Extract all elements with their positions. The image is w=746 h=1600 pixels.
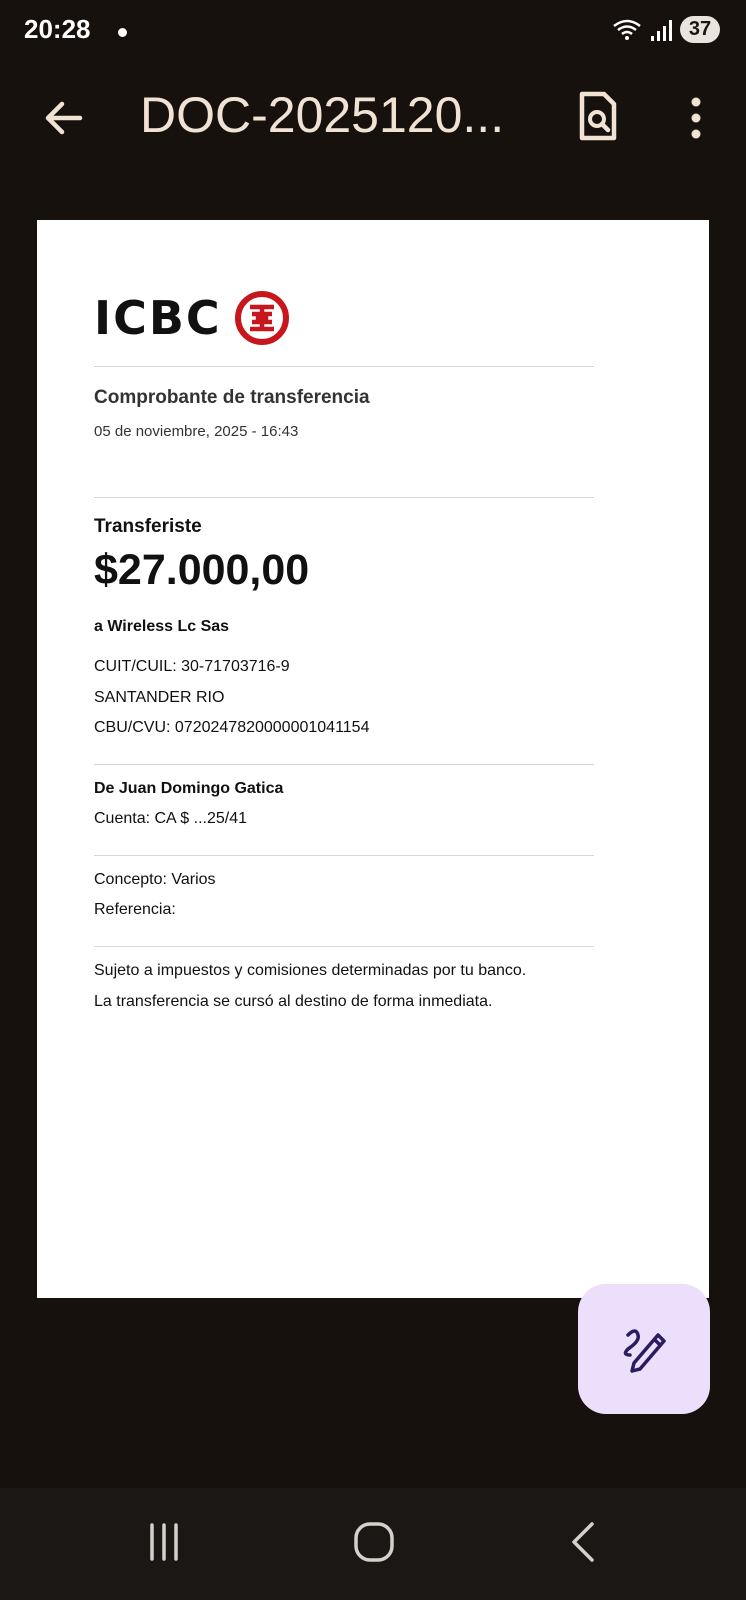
chevron-left-icon bbox=[564, 1520, 604, 1564]
more-vert-icon bbox=[676, 94, 716, 142]
receipt-heading: Comprobante de transferencia bbox=[94, 387, 370, 408]
wifi-icon bbox=[612, 18, 642, 42]
status-icons bbox=[612, 16, 720, 43]
document-search-icon bbox=[570, 88, 626, 144]
back-button[interactable] bbox=[40, 94, 88, 142]
app-bar bbox=[0, 80, 746, 152]
transfer-amount: $27.000,00 bbox=[94, 546, 310, 594]
status-time: 20:28 bbox=[24, 14, 91, 44]
document-title: DOC-2025120... bbox=[140, 87, 505, 143]
document-page[interactable] bbox=[37, 220, 709, 1298]
divider bbox=[94, 366, 594, 367]
search-document-button[interactable] bbox=[570, 88, 626, 144]
sign-button[interactable] bbox=[578, 1284, 710, 1414]
arrow-left-icon bbox=[40, 94, 88, 142]
navigation-bar bbox=[0, 1488, 746, 1600]
receipt-datetime: 05 de noviembre, 2025 - 16:43 bbox=[94, 423, 299, 440]
status-bar bbox=[0, 0, 746, 64]
divider bbox=[94, 946, 594, 947]
recipient-name: a Wireless Lc Sas bbox=[94, 618, 230, 635]
recipient-bank: SANTANDER RIO bbox=[94, 689, 225, 706]
divider bbox=[94, 855, 594, 856]
sender-name: De Juan Domingo Gatica bbox=[94, 780, 284, 797]
home-button[interactable] bbox=[344, 1512, 404, 1572]
reference: Referencia: bbox=[94, 901, 176, 918]
transfer-label: Transferiste bbox=[94, 516, 202, 537]
home-icon bbox=[352, 1520, 396, 1564]
recent-apps-icon bbox=[144, 1522, 184, 1562]
signature-pen-icon bbox=[618, 1323, 670, 1375]
battery-indicator: 37 bbox=[680, 16, 720, 43]
icbc-logo bbox=[94, 290, 290, 346]
tax-note: Sujeto a impuestos y comisiones determinadas por tu banco. bbox=[94, 962, 527, 979]
divider bbox=[94, 764, 594, 765]
transfer-note: La transferencia se cursó al destino de forma inmediata. bbox=[94, 993, 493, 1010]
recent-apps-button[interactable] bbox=[134, 1512, 194, 1572]
concept: Concepto: Varios bbox=[94, 871, 216, 888]
divider bbox=[94, 497, 594, 498]
notification-dot-icon bbox=[118, 28, 127, 37]
sender-account: Cuenta: CA $ ...25/41 bbox=[94, 810, 247, 827]
more-options-button[interactable] bbox=[676, 94, 716, 142]
nav-back-button[interactable] bbox=[554, 1512, 614, 1572]
logo-text: ICBC bbox=[94, 291, 222, 345]
recipient-cuit: CUIT/CUIL: 30-71703716-9 bbox=[94, 658, 290, 675]
icbc-seal-icon bbox=[234, 290, 290, 346]
signal-icon bbox=[650, 18, 672, 42]
recipient-cbu: CBU/CVU: 0720247820000001041154 bbox=[94, 719, 370, 736]
